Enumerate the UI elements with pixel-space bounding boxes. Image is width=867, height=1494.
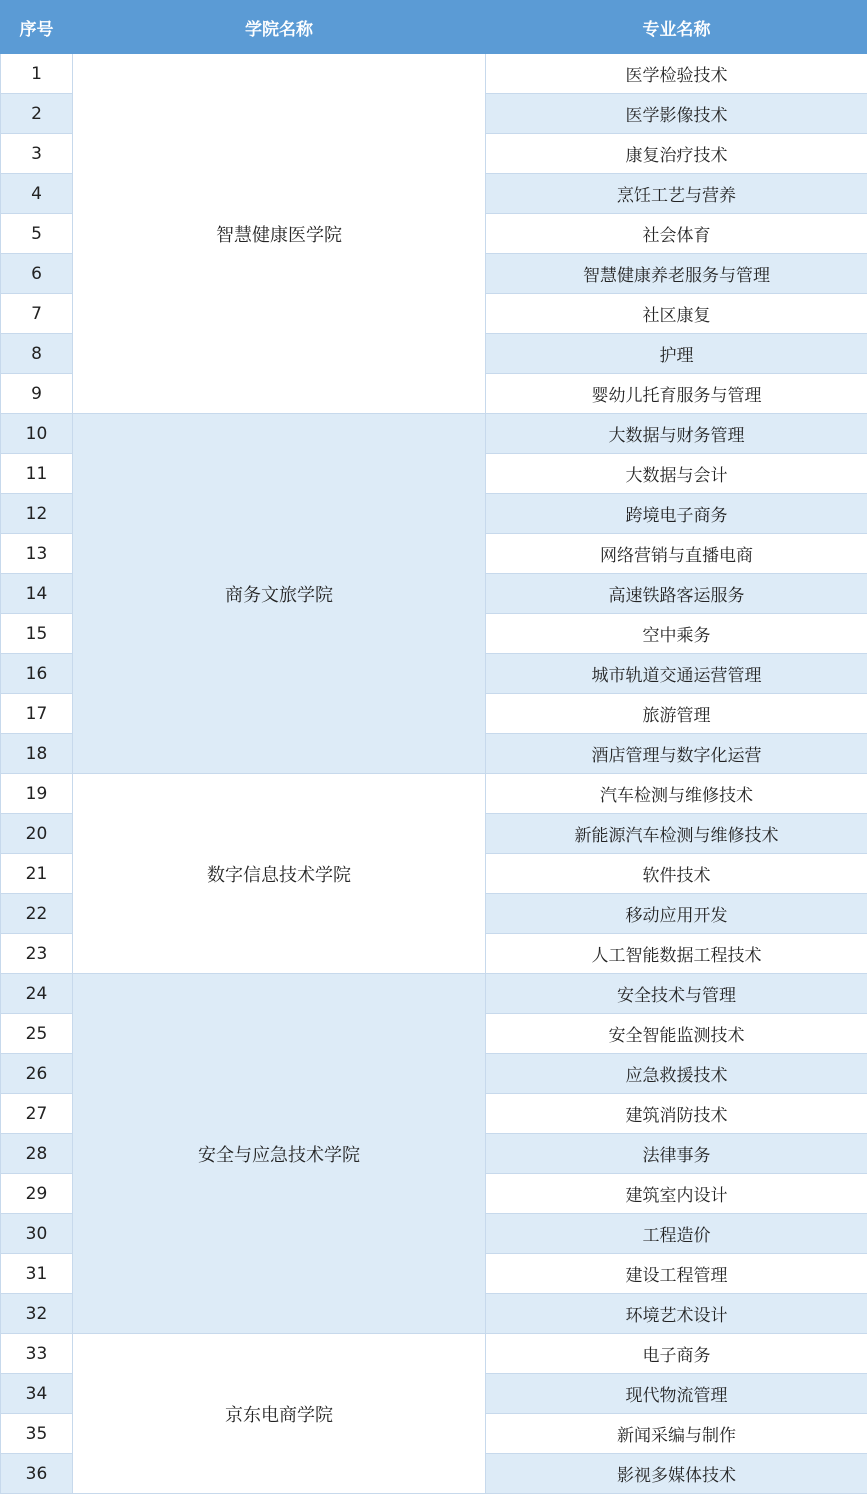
major-name: 烹饪工艺与营养 [486,174,867,214]
major-name: 跨境电子商务 [486,494,867,534]
row-index: 18 [1,734,73,774]
row-index: 34 [1,1374,73,1414]
college-name: 京东电商学院 [73,1334,486,1494]
row-index: 36 [1,1454,73,1494]
major-name: 城市轨道交通运营管理 [486,654,867,694]
row-index: 10 [1,414,73,454]
row-index: 25 [1,1014,73,1054]
major-name: 环境艺术设计 [486,1294,867,1334]
major-name: 医学影像技术 [486,94,867,134]
row-index: 31 [1,1254,73,1294]
major-name: 现代物流管理 [486,1374,867,1414]
row-index: 13 [1,534,73,574]
major-name: 婴幼儿托育服务与管理 [486,374,867,414]
row-index: 3 [1,134,73,174]
header-major: 专业名称 [486,1,867,54]
header-college: 学院名称 [73,1,486,54]
major-name: 社会体育 [486,214,867,254]
major-name: 新闻采编与制作 [486,1414,867,1454]
row-index: 29 [1,1174,73,1214]
row-index: 27 [1,1094,73,1134]
major-name: 安全智能监测技术 [486,1014,867,1054]
row-index: 32 [1,1294,73,1334]
table-row [1,774,867,814]
row-index: 12 [1,494,73,534]
major-name: 软件技术 [486,854,867,894]
row-index: 20 [1,814,73,854]
major-name: 影视多媒体技术 [486,1454,867,1494]
major-name: 汽车检测与维修技术 [486,774,867,814]
major-name: 建筑室内设计 [486,1174,867,1214]
row-index: 21 [1,854,73,894]
major-name: 新能源汽车检测与维修技术 [486,814,867,854]
row-index: 24 [1,974,73,1014]
table-row [1,54,867,94]
header-row [1,1,867,54]
row-index: 33 [1,1334,73,1374]
major-name: 移动应用开发 [486,894,867,934]
major-name: 人工智能数据工程技术 [486,934,867,974]
row-index: 35 [1,1414,73,1454]
major-name: 安全技术与管理 [486,974,867,1014]
table-header [1,1,867,54]
row-index: 26 [1,1054,73,1094]
row-index: 16 [1,654,73,694]
row-index: 4 [1,174,73,214]
major-name: 护理 [486,334,867,374]
college-name: 商务文旅学院 [73,414,486,774]
major-name: 酒店管理与数字化运营 [486,734,867,774]
row-index: 9 [1,374,73,414]
major-name: 工程造价 [486,1214,867,1254]
major-name: 电子商务 [486,1334,867,1374]
major-name: 智慧健康养老服务与管理 [486,254,867,294]
major-name: 建筑消防技术 [486,1094,867,1134]
major-name: 康复治疗技术 [486,134,867,174]
row-index: 19 [1,774,73,814]
row-index: 14 [1,574,73,614]
row-index: 15 [1,614,73,654]
major-name: 高速铁路客运服务 [486,574,867,614]
college-name: 智慧健康医学院 [73,54,486,414]
college-name: 数字信息技术学院 [73,774,486,974]
row-index: 1 [1,54,73,94]
header-index: 序号 [1,1,73,54]
row-index: 6 [1,254,73,294]
major-name: 网络营销与直播电商 [486,534,867,574]
major-name: 空中乘务 [486,614,867,654]
table-body [1,54,867,1494]
table-row [1,974,867,1014]
major-name: 社区康复 [486,294,867,334]
row-index: 28 [1,1134,73,1174]
major-name: 应急救援技术 [486,1054,867,1094]
major-name: 旅游管理 [486,694,867,734]
college-name: 安全与应急技术学院 [73,974,486,1334]
row-index: 30 [1,1214,73,1254]
major-name: 建设工程管理 [486,1254,867,1294]
table-row [1,1334,867,1374]
row-index: 11 [1,454,73,494]
row-index: 7 [1,294,73,334]
row-index: 22 [1,894,73,934]
row-index: 2 [1,94,73,134]
major-name: 大数据与财务管理 [486,414,867,454]
major-name: 医学检验技术 [486,54,867,94]
row-index: 23 [1,934,73,974]
row-index: 17 [1,694,73,734]
row-index: 8 [1,334,73,374]
major-name: 法律事务 [486,1134,867,1174]
major-name: 大数据与会计 [486,454,867,494]
table-row [1,414,867,454]
row-index: 5 [1,214,73,254]
